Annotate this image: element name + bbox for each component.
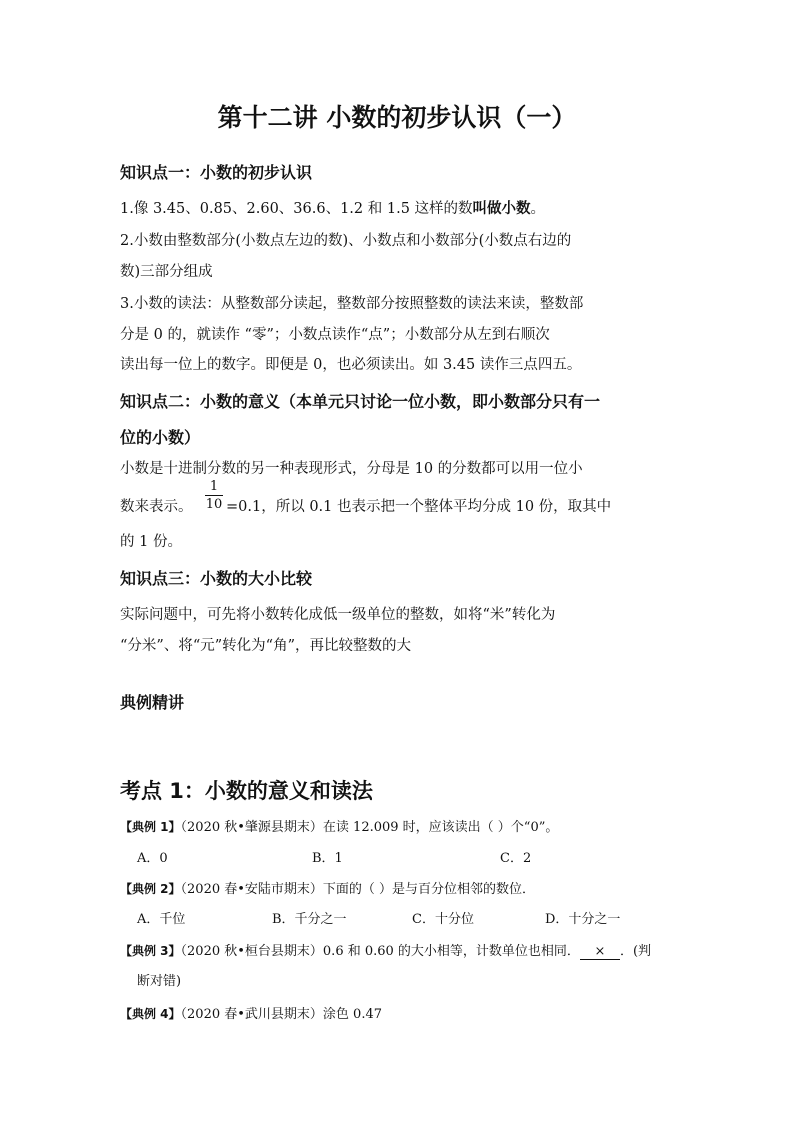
k1-line-2b: 数)三部分组成 xyxy=(120,264,213,280)
example-3-answer: × xyxy=(580,944,620,960)
example-2-tag: 【典例 2】 xyxy=(120,882,181,896)
example-2-option-a: A．千位 xyxy=(137,912,186,927)
k1-line-3b: 分是 0 的，就读作 “零”；小数点读作“点”；小数部分从左到右顺次 xyxy=(120,327,550,343)
example-3-tag: 【典例 3】 xyxy=(120,944,181,958)
example-3 xyxy=(120,940,651,960)
k2-heading-text: 知识点二：小数的意义 xyxy=(120,392,281,411)
k1-line-2: 2.小数由整数部分(小数点左边的数)、小数点和小数部分(小数点右边的 xyxy=(120,233,572,249)
knowledge-point-3-heading: 知识点三：小数的大小比较 xyxy=(120,569,313,588)
example-4-text: （2020 春•武川县期末）涂色 0.47 xyxy=(180,1007,382,1022)
example-1-option-c: C．2 xyxy=(500,851,532,866)
example-3-line-2: 断对错) xyxy=(137,974,182,989)
example-2-option-c: C．十分位 xyxy=(412,912,474,927)
k1-line-1 xyxy=(120,197,545,218)
example-4-tag: 【典例 4】 xyxy=(120,1007,181,1021)
example-2-text: （2020 春•安陆市期末）下面的（ ）是与百分位相邻的数位． xyxy=(180,882,536,897)
example-1-option-a: A．0 xyxy=(137,851,168,866)
k2-line-3: 的 1 份。 xyxy=(120,534,182,550)
fraction-denominator: 10 xyxy=(205,497,223,512)
example-2-option-b: B．千分之一 xyxy=(272,912,347,927)
k2-heading-note: （本单元只讨论一位小数，即小数部分只有一 xyxy=(280,392,601,411)
example-3-text: （2020 秋•桓台县期末）0.6 和 0.60 的大小相等，计数单位也相同． xyxy=(180,944,580,959)
k3-line-2: “分米”、将“元”转化为“角”，再比较整数的大 xyxy=(120,638,411,654)
example-1-option-b: B．1 xyxy=(312,851,343,866)
example-4 xyxy=(120,1003,382,1022)
k2-line-2-rest: =0.1，所以 0.1 也表示把一个整体平均分成 10 份，取其中 xyxy=(226,499,612,515)
example-2 xyxy=(120,878,535,897)
example-1 xyxy=(120,816,558,835)
k1-line-3c: 读出每一位上的数字。即便是 0，也必须读出。如 3.45 读作三点四五。 xyxy=(120,357,582,373)
knowledge-point-2-heading xyxy=(120,389,600,412)
k1-line-1-bold: 叫做小数 xyxy=(472,201,531,217)
k3-line-1: 实际问题中，可先将小数转化成低一级单位的整数，如将“米”转化为 xyxy=(120,607,556,623)
k1-line-1-text: 1.像 3.45、0.85、2.60、36.6、1.2 和 1.5 这样的数 xyxy=(120,201,473,217)
k2-line-2 xyxy=(120,495,193,516)
knowledge-point-2-heading-cont: 位的小数） xyxy=(120,428,201,447)
page-title: 第十二讲 小数的初步认识（一） xyxy=(217,103,577,132)
example-1-tag: 【典例 1】 xyxy=(120,820,181,834)
examples-heading: 典例精讲 xyxy=(120,693,185,712)
kaodian-1-heading: 考点 1：小数的意义和读法 xyxy=(120,779,373,803)
knowledge-point-1-heading: 知识点一：小数的初步认识 xyxy=(120,163,313,182)
example-1-text: （2020 秋•肇源县期末）在读 12.009 时，应该读出（ ）个“0”。 xyxy=(180,820,559,835)
example-3-tail: ．(判 xyxy=(619,944,652,959)
k1-line-1-end: 。 xyxy=(530,201,546,217)
fraction-one-tenth xyxy=(205,478,223,513)
fraction-numerator: 1 xyxy=(209,479,219,494)
example-2-option-d: D．十分之一 xyxy=(545,912,621,927)
k2-line-2-text: 数来表示。 xyxy=(120,499,193,515)
k2-line-1: 小数是十进制分数的另一种表现形式，分母是 10 的分数都可以用一位小 xyxy=(120,461,583,477)
k1-line-3: 3.小数的读法：从整数部分读起，整数部分按照整数的读法来读，整数部 xyxy=(120,296,584,312)
